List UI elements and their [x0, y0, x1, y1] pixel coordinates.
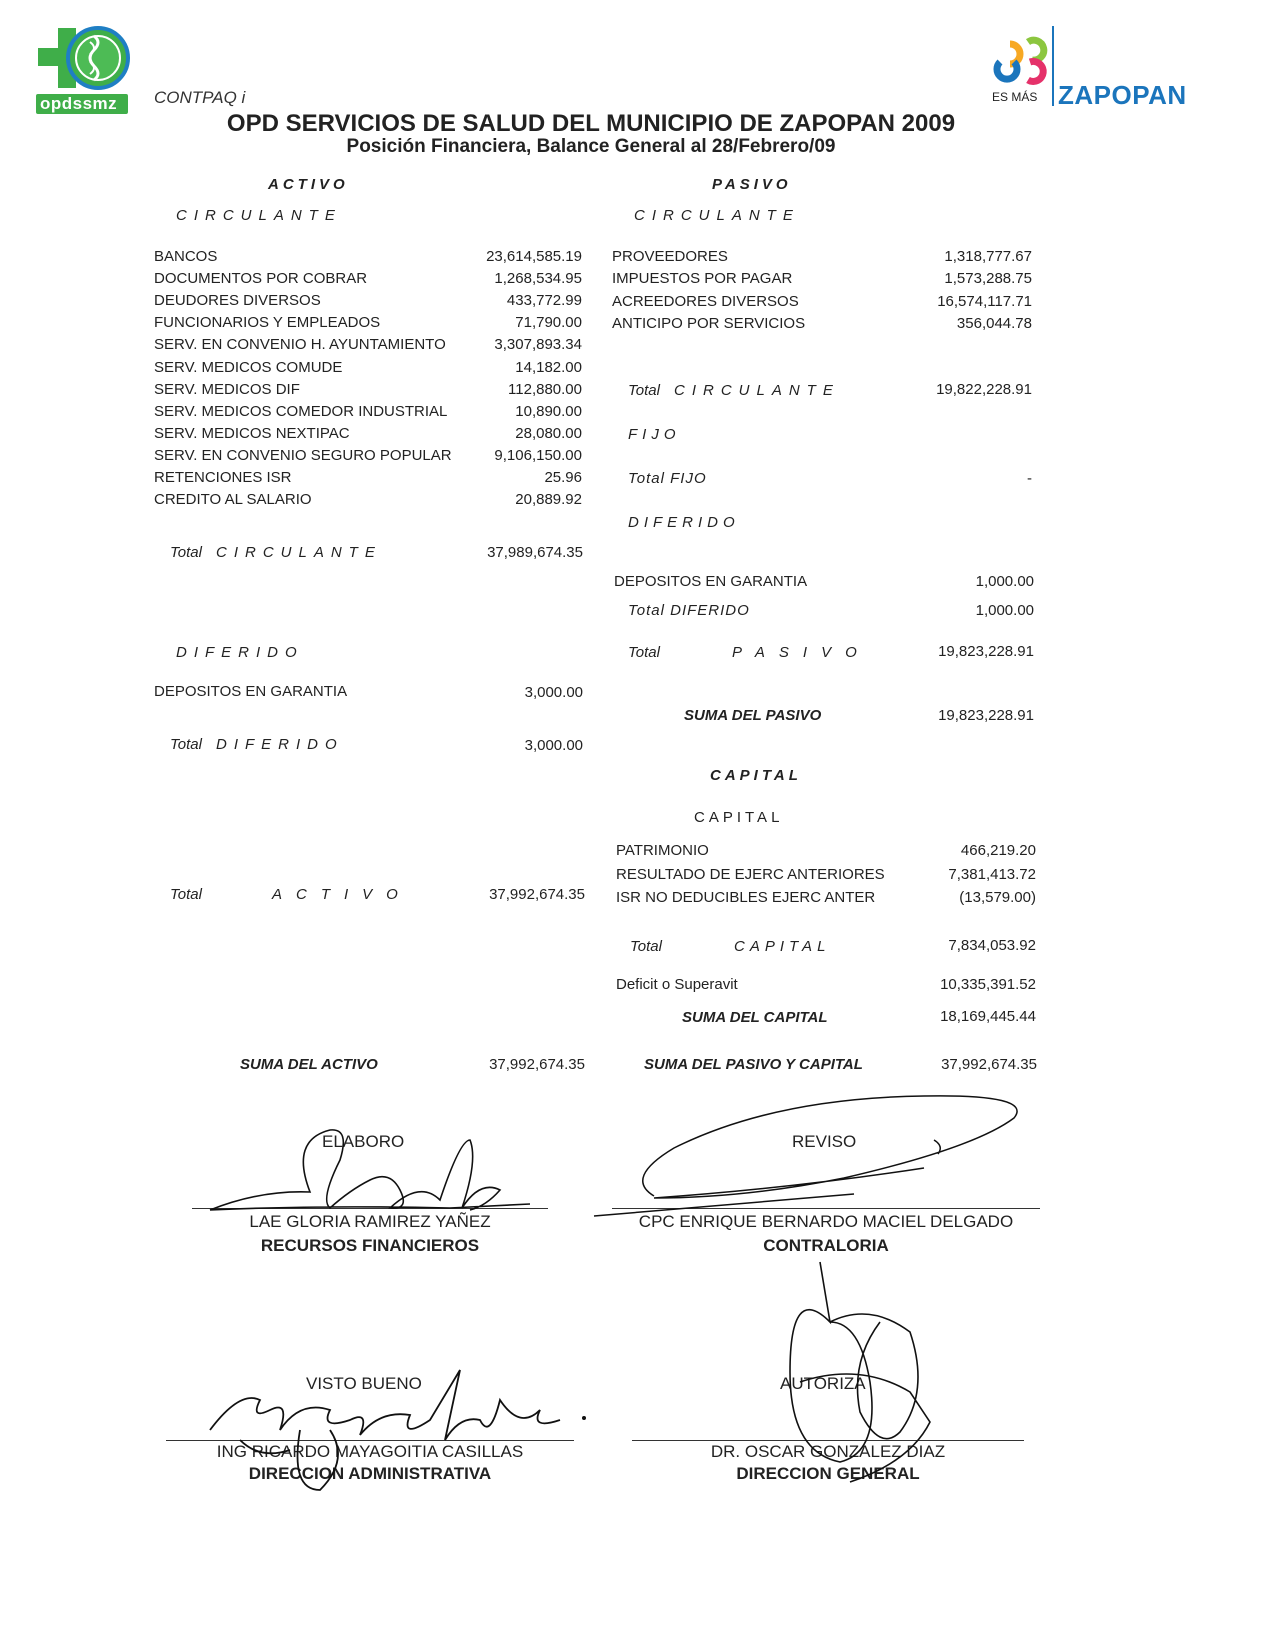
pasivo-row-label: IMPUESTOS POR PAGAR: [612, 270, 793, 288]
software-name: CONTPAQ i: [154, 88, 246, 107]
activo-row-value: 25.96: [544, 469, 582, 486]
activo-row-value: 3,307,893.34: [494, 336, 582, 354]
deficit-label: Deficit o Superavit: [616, 976, 738, 993]
activo-row-label: RETENCIONES ISR: [154, 469, 292, 486]
signature-role-visto-bueno: VISTO BUENO: [306, 1374, 422, 1393]
capital-row-label: ISR NO DEDUCIBLES EJERC ANTER: [616, 889, 876, 906]
activo-row-label: CREDITO AL SALARIO: [154, 491, 312, 509]
pasivo-row-value: 1,573,288.75: [944, 270, 1032, 288]
pasivo-total-diferido-label: Total DIFERIDO: [628, 602, 750, 619]
zapopan-logo-icon: [990, 36, 1060, 86]
pasivo-row-value: 356,044.78: [956, 314, 1032, 332]
signature-dept-reviso: CONTRALORIA: [763, 1236, 889, 1255]
pasivo-total-fijo-value: -: [1027, 470, 1032, 487]
activo-total-circulante-prefix: Total: [170, 544, 202, 561]
suma-pasivo-label: SUMA DEL PASIVO: [684, 707, 822, 724]
suma-activo-value: 37,992,674.35: [489, 1056, 585, 1073]
activo-total-diferido-label: DIFERIDO: [216, 736, 344, 753]
activo-deposito-label: DEPOSITOS EN GARANTIA: [154, 683, 348, 700]
activo-row-label: DOCUMENTOS POR COBRAR: [154, 270, 368, 288]
activo-row-value: 28,080.00: [515, 424, 582, 442]
suma-pasivo-capital-value: 37,992,674.35: [941, 1056, 1037, 1073]
capital-total-value: 7,834,053.92: [948, 937, 1036, 954]
pasivo-heading: PASIVO: [712, 176, 792, 193]
activo-row-label: BANCOS: [154, 248, 218, 265]
signature-name-autoriza: DR. OSCAR GONZALEZ DIAZ: [710, 1442, 946, 1461]
activo-row-value: 23,614,585.19: [486, 248, 582, 265]
activo-row-label: SERV. MEDICOS COMUDE: [154, 358, 343, 376]
document-subtitle: Posición Financiera, Balance General al 28/Febrero/09: [346, 136, 836, 157]
deficit-value: 10,335,391.52: [940, 976, 1036, 993]
zapopan-name: ZAPOPAN: [1058, 80, 1187, 110]
pasivo-total-circulante-prefix: Total: [628, 382, 660, 399]
activo-row-value: 112,880.00: [508, 380, 582, 398]
pasivo-total-value: 19,823,228.91: [938, 643, 1034, 660]
activo-total-circulante-label: CIRCULANTE: [216, 544, 382, 561]
signature-role-reviso: REVISO: [792, 1132, 857, 1151]
activo-row-value: 433,772.99: [506, 292, 582, 310]
signature-dept-elaboro: RECURSOS FINANCIEROS: [260, 1236, 480, 1255]
capital-heading: CAPITAL: [710, 767, 802, 784]
activo-row-label: DEUDORES DIVERSOS: [154, 292, 321, 310]
activo-diferido-heading: DIFERIDO: [176, 644, 304, 661]
pasivo-total-circulante-value: 19,822,228.91: [936, 381, 1032, 398]
pasivo-deposito-value: 1,000.00: [975, 573, 1034, 590]
pasivo-total-fijo-label: Total FIJO: [628, 470, 707, 487]
activo-row-label: SERV. MEDICOS COMEDOR INDUSTRIAL: [154, 402, 448, 420]
pasivo-row-label: ACREEDORES DIVERSOS: [612, 292, 799, 310]
capital-row-value: 7,381,413.72: [948, 865, 1036, 883]
pasivo-circulante-heading: CIRCULANTE: [634, 207, 800, 224]
activo-total-circulante-value: 37,989,674.35: [487, 544, 583, 561]
signature-dept-autoriza: DIRECCION GENERAL: [736, 1464, 920, 1483]
pasivo-row-label: PROVEEDORES: [612, 248, 728, 265]
pasivo-deposito-label: DEPOSITOS EN GARANTIA: [614, 573, 808, 590]
activo-row-value: 9,106,150.00: [494, 446, 582, 464]
activo-total-diferido-value: 3,000.00: [524, 737, 583, 754]
capital-total-label: CAPITAL: [734, 938, 831, 955]
capital-row-value: (13,579.00): [959, 889, 1036, 906]
activo-deposito-value: 3,000.00: [524, 684, 583, 701]
activo-circulante-heading: CIRCULANTE: [176, 207, 342, 224]
activo-row-value: 10,890.00: [515, 402, 582, 420]
suma-capital-value: 18,169,445.44: [940, 1008, 1036, 1025]
activo-row-label: SERV. MEDICOS NEXTIPAC: [154, 424, 350, 442]
signature-dept-visto-bueno: DIRECCION ADMINISTRATIVA: [248, 1464, 492, 1483]
activo-row-label: SERV. MEDICOS DIF: [154, 380, 300, 398]
capital-subheading: CAPITAL: [694, 809, 784, 826]
capital-row-label: RESULTADO DE EJERC ANTERIORES: [616, 865, 885, 883]
pasivo-diferido-heading: DIFERIDO: [628, 514, 740, 531]
capital-row-value: 466,219.20: [960, 842, 1036, 859]
signature-name-elaboro: LAE GLORIA RAMIREZ YAÑEZ: [249, 1212, 491, 1231]
handwritten-signature-elaboro: [200, 1120, 540, 1230]
zapopan-tagline: ES MÁS: [992, 90, 1038, 104]
pasivo-fijo-heading: FIJO: [628, 426, 681, 443]
activo-total-diferido-prefix: Total: [170, 736, 202, 753]
handwritten-signature-visto-bueno: [200, 1360, 600, 1500]
activo-total-prefix: Total: [170, 886, 202, 903]
pasivo-total-circulante-label: CIRCULANTE: [674, 382, 840, 399]
suma-activo-label: SUMA DEL ACTIVO: [240, 1056, 378, 1073]
activo-row-value: 71,790.00: [515, 314, 582, 332]
document-title: OPD SERVICIOS DE SALUD DEL MUNICIPIO DE ZAPOPAN 2009: [226, 110, 956, 137]
zapopan-divider: [1052, 26, 1054, 106]
activo-row-label: FUNCIONARIOS Y EMPLEADOS: [154, 314, 381, 332]
activo-row-value: 20,889.92: [515, 491, 582, 509]
signature-name-visto-bueno: ING RICARDO MAYAGOITIA CASILLAS: [216, 1442, 524, 1461]
handwritten-signature-reviso: [594, 1088, 1034, 1228]
activo-row-label: SERV. EN CONVENIO SEGURO POPULAR: [154, 446, 452, 464]
zapopan-logo: [990, 36, 1060, 96]
activo-row-label: SERV. EN CONVENIO H. AYUNTAMIENTO: [154, 336, 446, 354]
capital-total-prefix: Total: [630, 938, 662, 955]
handwritten-signature-autoriza: [770, 1262, 950, 1492]
activo-total-value: 37,992,674.35: [489, 886, 585, 903]
pasivo-row-value: 16,574,117.71: [937, 292, 1032, 310]
signature-name-reviso: CPC ENRIQUE BERNARDO MACIEL DELGADO: [638, 1212, 1014, 1231]
pasivo-total-diferido-value: 1,000.00: [975, 602, 1034, 619]
suma-pasivo-value: 19,823,228.91: [938, 707, 1034, 724]
activo-row-value: 14,182.00: [515, 358, 582, 376]
pasivo-row-value: 1,318,777.67: [944, 248, 1032, 265]
activo-row-value: 1,268,534.95: [494, 270, 582, 288]
suma-pasivo-capital-label: SUMA DEL PASIVO Y CAPITAL: [644, 1056, 863, 1073]
suma-capital-label: SUMA DEL CAPITAL: [682, 1009, 828, 1026]
pasivo-total-label: PASIVO: [732, 644, 871, 661]
pasivo-row-label: ANTICIPO POR SERVICIOS: [612, 314, 806, 332]
pasivo-total-prefix: Total: [628, 644, 660, 661]
opd-ssmz-wordmark-text: opdssmz: [40, 94, 118, 113]
signature-role-autoriza: AUTORIZA: [780, 1374, 866, 1393]
signature-role-elaboro: ELABORO: [322, 1132, 405, 1151]
activo-total-label: ACTIVO: [272, 886, 412, 903]
capital-row-label: PATRIMONIO: [616, 842, 709, 859]
activo-heading: ACTIVO: [268, 176, 349, 193]
